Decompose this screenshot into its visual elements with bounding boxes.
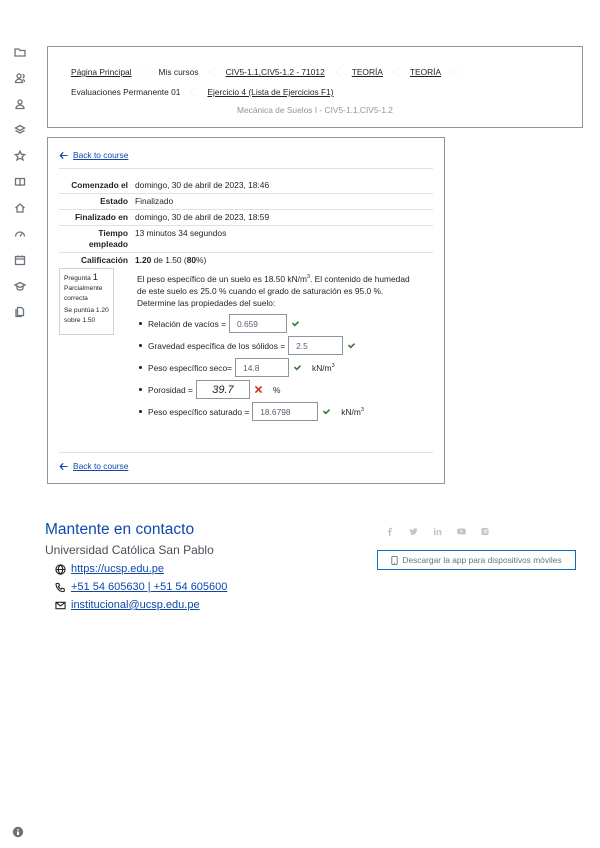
question-text [137, 271, 417, 309]
back-to-course-link-top[interactable] [59, 150, 128, 160]
answer-label: Gravedad específica de los sólidos = [148, 340, 286, 351]
breadcrumb-link[interactable]: Página Principal [71, 67, 132, 77]
breadcrumb-separator [190, 85, 197, 99]
summary-row-started [59, 178, 433, 194]
breadcrumb-separator [393, 65, 400, 79]
summary-row-grade [59, 253, 433, 268]
footer-title: Mantente en contacto [45, 521, 195, 538]
bullet [139, 344, 142, 347]
breadcrumb-item-my-courses [159, 65, 226, 79]
check-icon [293, 363, 302, 372]
answer-porosity [137, 380, 280, 399]
summary-value [135, 255, 206, 266]
question-text-part: . El contenido de humedad de este suelo es 25.0 % cuando el grado de saturación es 95.0 %. Determine las propiedades del suelo: [137, 273, 410, 308]
question-score: Se puntúa 1.20 sobre 1.50 [64, 307, 109, 324]
check-icon [291, 319, 300, 328]
footer-email-link[interactable] [55, 599, 200, 611]
breadcrumb-separator [142, 65, 149, 79]
footer-university: Universidad Católica San Pablo [45, 543, 214, 557]
breadcrumb-separator [209, 65, 216, 79]
summary-label: Finalizado en [74, 212, 128, 222]
globe-icon [55, 564, 66, 575]
breadcrumb-item-evaluations [71, 85, 207, 99]
check-icon [347, 341, 356, 350]
question-text-part: El peso específico de un suelo es 18.50 kN/m [137, 273, 307, 284]
unit-text: kN/m [312, 362, 332, 373]
question-label: Pregunta [64, 275, 91, 282]
unit-sup: 3 [331, 362, 335, 369]
grade-total: de 1.50 ( [151, 255, 187, 265]
answer-input[interactable]: 2.5 [288, 336, 343, 355]
info-icon[interactable] [12, 826, 24, 838]
back-to-course-link-bottom[interactable] [59, 461, 128, 471]
download-app-label[interactable]: Descargar la app para dispositivos móviles [402, 555, 562, 565]
instagram-icon[interactable] [480, 526, 490, 536]
page-header [47, 46, 583, 128]
breadcrumb-link[interactable]: CIV5-1.1,CIV5-1.2 - 71012 [225, 67, 325, 77]
breadcrumb [71, 65, 571, 99]
bullet [139, 388, 142, 391]
answer-label: Porosidad = [148, 384, 193, 395]
book-icon[interactable] [12, 174, 28, 190]
breadcrumb-item-teoria-2[interactable] [410, 65, 468, 79]
linkedin-icon[interactable] [432, 526, 442, 536]
mobile-phone-icon [391, 556, 398, 565]
users-icon[interactable] [12, 70, 28, 86]
answer-dry-unit-weight [137, 358, 335, 377]
question-info [59, 268, 114, 335]
back-to-course-label[interactable]: Back to course [73, 461, 129, 471]
unit-text: kN/m [341, 406, 361, 417]
grade-percent-sign: %) [196, 255, 207, 265]
breadcrumb-separator [335, 65, 342, 79]
summary-value: Finalizado [135, 196, 174, 206]
breadcrumb-item-teoria-1[interactable] [352, 65, 410, 79]
answer-unit [312, 363, 335, 373]
answer-unit [341, 407, 364, 417]
question-state: Parcialmente correcta [64, 285, 103, 302]
footer-link-text[interactable]: institucional@ucsp.edu.pe [71, 599, 200, 611]
footer-phone-link[interactable] [55, 581, 227, 593]
answer-specific-gravity [137, 336, 356, 355]
facebook-icon[interactable] [384, 526, 394, 536]
home-icon[interactable] [12, 200, 28, 216]
folder-icon[interactable] [12, 44, 28, 60]
answer-input[interactable]: 0.659 [229, 314, 287, 333]
divider [59, 168, 433, 169]
footer-website-link[interactable] [55, 563, 164, 575]
arrow-left-icon [59, 151, 68, 160]
phone-icon [55, 582, 66, 593]
footer-link-text[interactable]: https://ucsp.edu.pe [71, 563, 164, 575]
mail-icon [55, 600, 66, 611]
check-icon [322, 407, 331, 416]
grade-percent: 80 [186, 255, 197, 265]
breadcrumb-text: Evaluaciones Permanente 01 [71, 87, 181, 97]
summary-row-state [59, 194, 433, 210]
social-links [384, 526, 504, 536]
grade-score: 1.20 [135, 255, 152, 265]
breadcrumb-item-exercise[interactable] [207, 87, 333, 97]
left-rail [12, 44, 28, 330]
breadcrumb-link[interactable]: TEORÍA [409, 67, 442, 77]
answer-input[interactable]: 18.6798 [252, 402, 318, 421]
dashboard-icon[interactable] [12, 226, 28, 242]
breadcrumb-separator [451, 65, 458, 79]
answer-input[interactable]: 39.7 [196, 380, 250, 399]
user-group-icon[interactable] [12, 96, 28, 112]
divider [59, 452, 433, 453]
answer-saturated-unit-weight [137, 402, 364, 421]
course-subtitle: Mecánica de Suelos I - CIV5-1.1,CIV5-1.2 [237, 105, 393, 115]
layers-icon[interactable] [12, 122, 28, 138]
download-app-button[interactable] [377, 550, 576, 570]
calendar-icon[interactable] [12, 252, 28, 268]
breadcrumb-text: Mis cursos [158, 67, 199, 77]
files-icon[interactable] [12, 304, 28, 320]
summary-label: Comenzado el [71, 180, 128, 190]
question-number: 1 [92, 272, 98, 283]
summary-value: domingo, 30 de abril de 2023, 18:46 [135, 180, 270, 190]
answer-label: Peso específico seco= [148, 362, 233, 373]
bullet [139, 410, 142, 413]
summary-label: Calificación [80, 255, 128, 265]
twitter-icon[interactable] [408, 526, 418, 536]
arrow-left-icon [59, 462, 68, 471]
summary-label: Tiempo empleado [88, 228, 128, 249]
star-icon[interactable] [12, 148, 28, 164]
answer-label: Peso específico saturado = [148, 406, 250, 417]
back-to-course-label[interactable]: Back to course [73, 150, 129, 160]
unit-sup: 3 [360, 406, 364, 413]
footer-link-text[interactable]: +51 54 605630 | +51 54 605600 [71, 581, 228, 593]
breadcrumb-item-course[interactable] [226, 65, 352, 79]
breadcrumb-link[interactable]: Ejercicio 4 (Lista de Ejercicios F1) [207, 87, 334, 97]
summary-value: domingo, 30 de abril de 2023, 18:59 [135, 212, 270, 222]
cross-icon [254, 385, 263, 394]
answer-unit [273, 385, 280, 395]
breadcrumb-link[interactable]: TEORÍA [351, 67, 383, 77]
bullet [139, 322, 142, 325]
answer-label: Relación de vacíos = [148, 318, 226, 329]
attempt-summary [59, 178, 433, 268]
graduation-cap-icon[interactable] [12, 278, 28, 294]
summary-value: 13 minutos 34 segundos [135, 228, 227, 238]
unit-text: % [272, 384, 281, 395]
summary-row-finished [59, 210, 433, 226]
bullet [139, 366, 142, 369]
breadcrumb-item-home[interactable] [71, 65, 159, 79]
summary-label: Estado [100, 196, 128, 206]
answer-input[interactable]: 14.8 [235, 358, 289, 377]
youtube-icon[interactable] [456, 526, 466, 536]
quiz-review-card [47, 137, 445, 484]
question-text-sup: 3 [306, 274, 310, 280]
answer-void-ratio [137, 314, 300, 333]
summary-row-time [59, 226, 433, 253]
